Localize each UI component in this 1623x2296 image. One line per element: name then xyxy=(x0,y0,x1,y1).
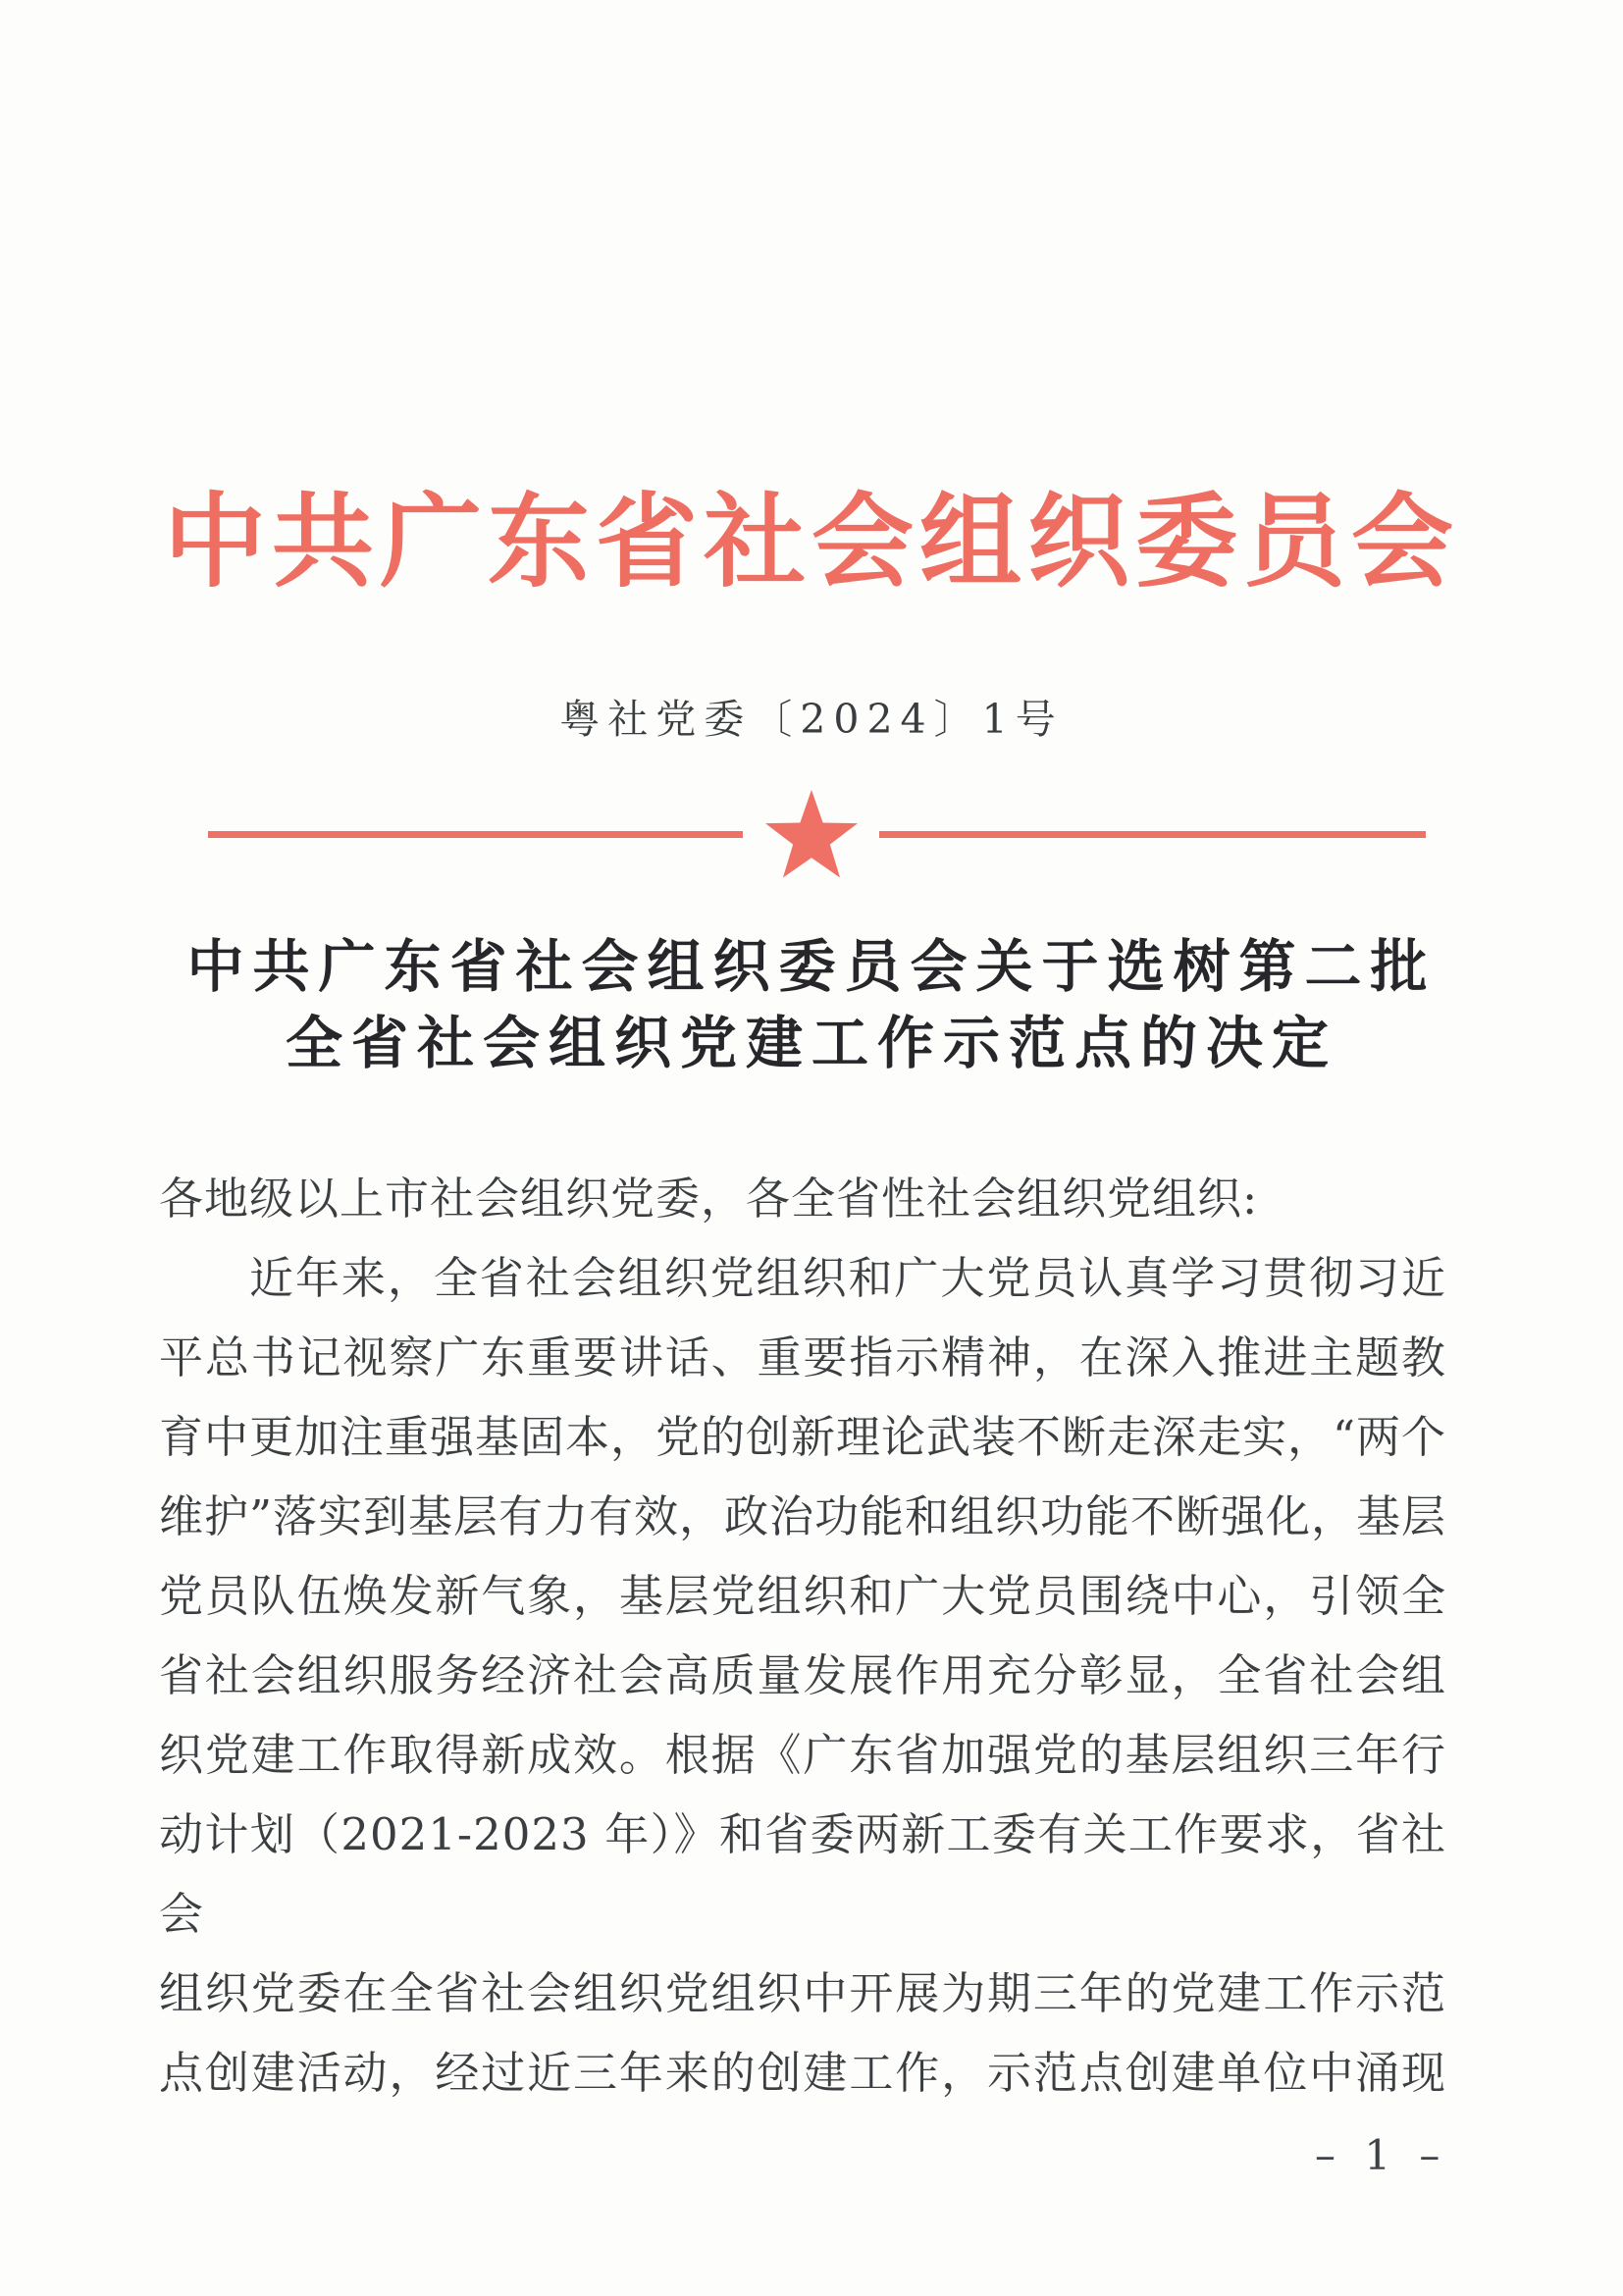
body-text-line: 织党建工作取得新成效。根据《广东省加强党的基层组织三年行 xyxy=(159,1729,1446,1781)
body-text-line: 动计划（2021-2023 年）》和省委两新工委有关工作要求，省社会 xyxy=(159,1808,1446,1940)
body-text-line: 近年来，全省社会组织党组织和广大党员认真学习贯彻习近 xyxy=(249,1252,1446,1304)
body-text-line: 育中更加注重强基固本，党的创新理论武装不断走深走实，“两个 xyxy=(159,1411,1447,1463)
body-text-line: 组织党委在全省社会组织党组织中开展为期三年的党建工作示范 xyxy=(159,1967,1446,2019)
body-text-line: 省社会组织服务经济社会高质量发展作用充分彰显，全省社会组 xyxy=(159,1649,1446,1701)
document-title xyxy=(0,928,1623,1081)
red-star-icon xyxy=(762,789,861,879)
body-text-line: 点创建活动，经过近三年来的创建工作，示范点创建单位中涌现 xyxy=(159,2047,1446,2099)
body-text-line: 维护”落实到基层有力有效，政治功能和组织功能不断强化，基层 xyxy=(159,1490,1447,1542)
body-text-line: 党员队伍焕发新气象，基层党组织和广大党员围绕中心，引领全 xyxy=(159,1570,1446,1622)
document-number: 粤社党委〔2024〕1号 xyxy=(559,696,1064,743)
page-number: – 1 – xyxy=(1315,2131,1448,2179)
document-body xyxy=(159,1159,1446,2113)
header-divider-line-right xyxy=(879,831,1426,838)
document-title-line-1: 中共广东省社会组织委员会关于选树第二批 xyxy=(186,933,1437,1000)
header-divider-line-left xyxy=(208,831,743,838)
salutation-line: 各地级以上市社会组织党委，各全省性社会组织党组织: xyxy=(159,1173,1259,1225)
document-title-line-2: 全省社会组织党建工作示范点的决定 xyxy=(285,1010,1337,1076)
letterhead-org-title: 中共广东省社会组织委员会 xyxy=(163,481,1459,601)
body-text-line: 平总书记视察广东重要讲话、重要指示精神，在深入推进主题教 xyxy=(159,1331,1446,1383)
